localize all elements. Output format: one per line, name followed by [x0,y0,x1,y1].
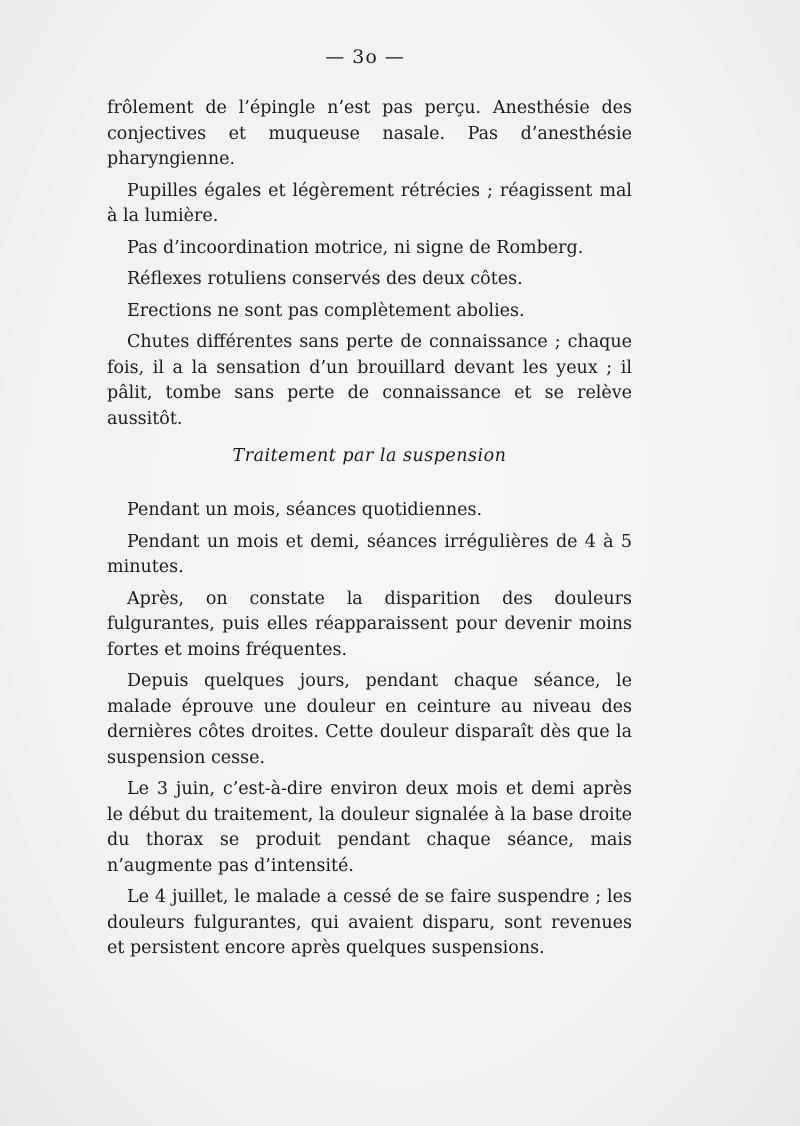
section-heading: Traitement par la suspension [232,446,507,466]
paragraph: Chutes différentes sans perte de connaissance ; chaque fois, il a la sensation d’un brouillard devant les yeux ; il pâlit, tombe sans perte de connaissance et se relève aussitôt. [107,332,632,429]
paragraph: Le 4 juillet, le malade a cessé de se faire suspendre ; les douleurs fulgurantes, qui avaient disparu, sont revenues et persistent encore après quelques suspensions. [107,887,632,958]
page-number: — 3o — [325,46,405,68]
text-block-treatment [107,498,632,968]
text-block-observations [107,96,632,438]
paragraph: Pendant un mois, séances quotidiennes. [127,500,483,520]
paragraph: Après, on constate la disparition des douleurs fulgurantes, puis elles réapparaissent pour devenir moins fortes et moins fréquentes. [107,588,632,660]
paragraph: Le 3 juin, c’est-à-dire environ deux mois et demi après le début du traitement, la douleur signalée à la base droite du thorax se produit pendant chaque séance, mais n’augmente pas d’intensité. [107,779,632,876]
paragraph: Pendant un mois et demi, séances irrégulières de 4 à 5 minutes. [107,531,632,577]
paragraph: Depuis quelques jours, pendant chaque séance, le malade éprouve une douleur en ceinture au niveau des dernières côtes droites. Cette douleur disparaît dès que la suspension cesse. [107,671,632,768]
paragraph: Pas d’incoordination motrice, ni signe de Romberg. [127,237,584,258]
paragraph: Erections ne sont pas complètement abolies. [127,300,525,321]
paragraph: Pupilles égales et légèrement rétrécies ; réagissent mal à la lumière. [107,180,632,226]
paragraph: Réflexes rotuliens conservés des deux côtes. [127,269,523,289]
paragraph: frôlement de l’épingle n’est pas perçu. Anesthésie des conjectives et muqueuse nasale. Pas d’anesthésie pharyngienne. [107,98,632,169]
